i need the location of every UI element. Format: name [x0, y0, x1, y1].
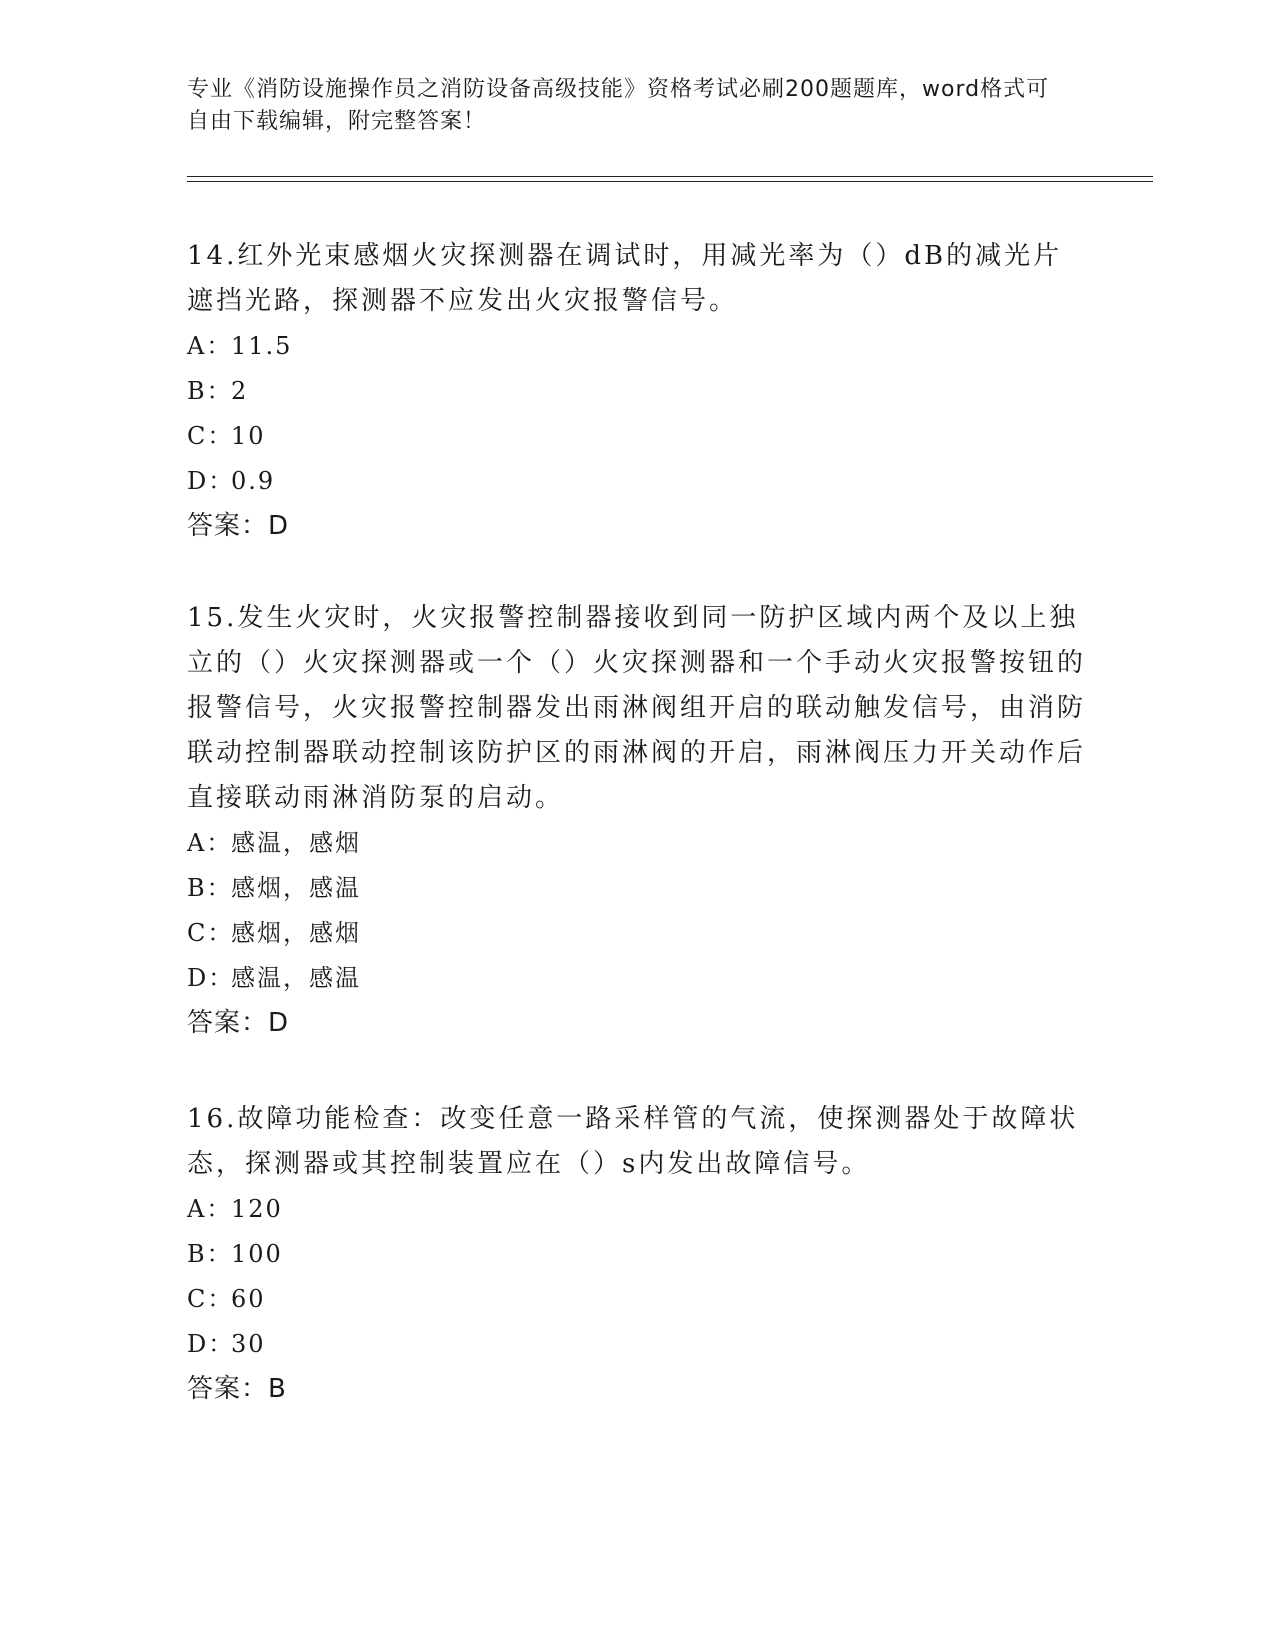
question-16 — [187, 1097, 1087, 1412]
option-text: 感烟，感温 — [231, 874, 361, 902]
question-14 — [187, 234, 1087, 549]
option-a — [187, 1187, 1087, 1232]
option-key: B： — [187, 874, 233, 902]
question-15 — [187, 596, 1087, 1046]
option-text: 0.9 — [231, 467, 276, 495]
option-d — [187, 459, 1087, 504]
option-b — [187, 1232, 1087, 1277]
option-key: C： — [187, 919, 234, 947]
option-b — [187, 369, 1087, 414]
option-text: 2 — [231, 377, 249, 405]
option-a — [187, 821, 1087, 866]
option-key: B： — [187, 1240, 233, 1268]
header-rule-top — [187, 176, 1153, 177]
option-key: B： — [187, 377, 233, 405]
option-text: 感烟，感烟 — [231, 919, 361, 947]
option-key: A： — [187, 1195, 233, 1223]
option-d — [187, 1322, 1087, 1367]
option-text: 120 — [231, 1195, 283, 1223]
option-text: 100 — [231, 1240, 283, 1268]
option-key: C： — [187, 422, 234, 450]
question-stem: 14.红外光束感烟火灾探测器在调试时，用减光率为（）dB的减光片遮挡光路，探测器不应发出火灾报警信号。 — [187, 241, 1063, 316]
option-key: D： — [187, 1330, 235, 1358]
option-text: 感温，感烟 — [231, 829, 361, 857]
option-c — [187, 911, 1087, 956]
answer-line: 答案：D — [187, 1008, 290, 1038]
option-key: A： — [187, 332, 233, 360]
option-c — [187, 1277, 1087, 1322]
header-rule-bottom — [187, 181, 1153, 182]
option-text: 30 — [231, 1330, 266, 1358]
document-header: 专业《消防设施操作员之消防设备高级技能》资格考试必刷200题题库，word格式可自由下载编辑，附完整答案！ — [187, 77, 1050, 134]
option-text: 60 — [231, 1285, 266, 1313]
option-text: 感温，感温 — [231, 964, 361, 992]
option-b — [187, 866, 1087, 911]
question-stem: 15.发生火灾时，火灾报警控制器接收到同一防护区域内两个及以上独立的（）火灾探测器或一个（）火灾探测器和一个手动火灾报警按钮的报警信号，火灾报警控制器发出雨淋阀组开启的联动触发信号，由消防联动控制器联动控制该防护区的雨淋阀的开启，雨淋阀压力开关动作后直接联动雨淋消防泵的启动。 — [187, 603, 1087, 813]
option-text: 10 — [231, 422, 266, 450]
option-key: A： — [187, 829, 233, 857]
option-a — [187, 324, 1087, 369]
option-key: D： — [187, 964, 235, 992]
option-d — [187, 956, 1087, 1001]
option-c — [187, 414, 1087, 459]
answer-line: 答案：D — [187, 511, 290, 541]
option-key: C： — [187, 1285, 234, 1313]
option-text: 11.5 — [231, 332, 293, 360]
question-stem: 16.故障功能检查：改变任意一路采样管的气流，使探测器处于故障状态，探测器或其控制装置应在（）s内发出故障信号。 — [187, 1104, 1079, 1179]
option-key: D： — [187, 467, 235, 495]
answer-line: 答案：B — [187, 1374, 287, 1404]
